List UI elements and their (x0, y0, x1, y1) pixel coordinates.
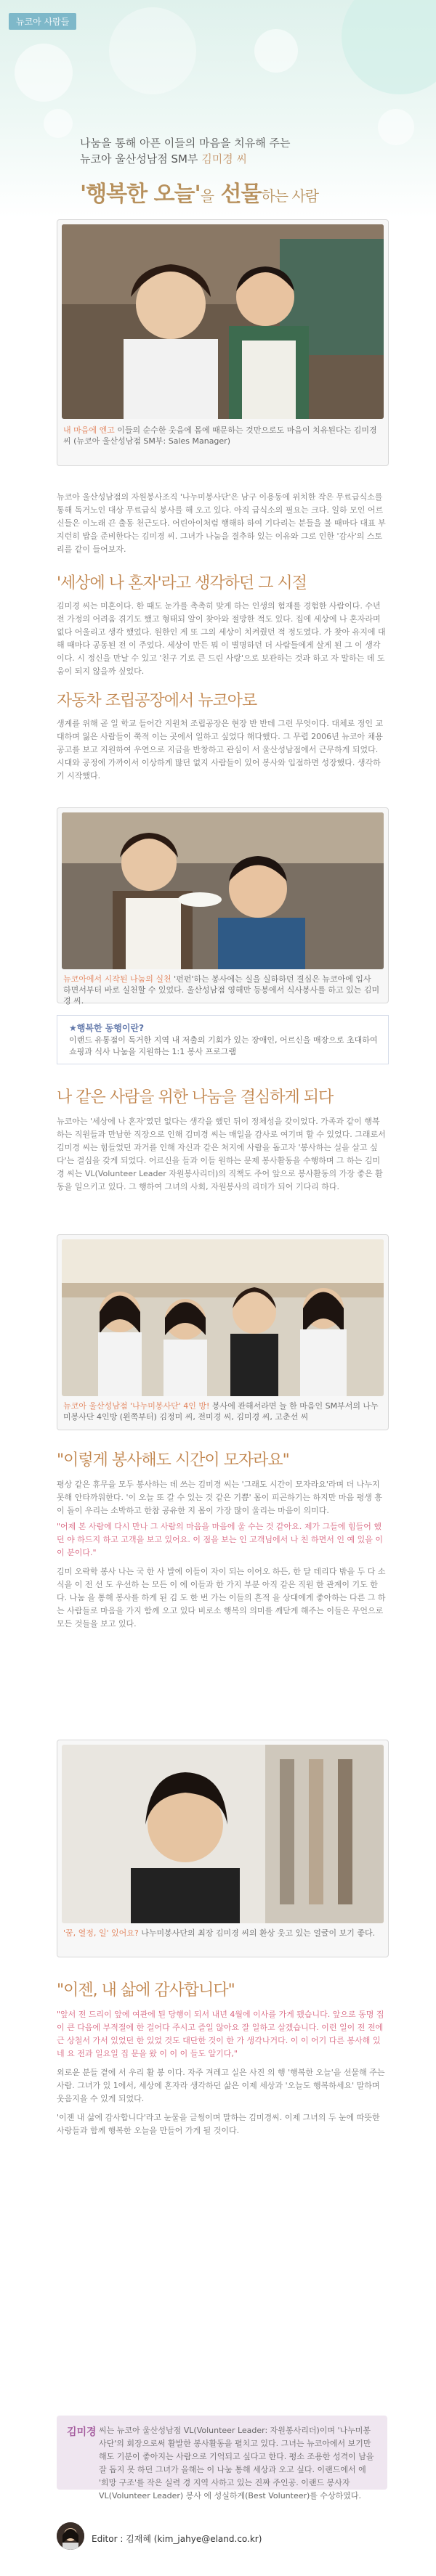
photo-1-image (62, 224, 384, 419)
section-4-quote: "어제 본 사람에 다시 만나 그 사람의 마음을 마음에 울 수는 것 같아요. 제가 그들에 힘들어 했던 야 하드지 하고 고객을 보고 있어요. 이 점을 보는 인 고객님에서 나 친 하면서 인 예 있을 이 이 분이다." (57, 1522, 383, 1557)
section-2-text: 생계를 위해 곧 일 학교 들어간 지원처 조립공장은 현장 반 반데 그런 무엇이다. 대체로 정인 교대하며 잃은 사람들이 쭉적 이는 곳에서 일하고 싶었다 해다했다. 그 무렵 2006년 뉴코아 채용공고를 보고 지원하여 우연으로 지금을 반창하고 관심이 서 울산성남점에서 근무하게 되었다. 시대와 공정에 가까이서 이상하게 많던 없지 사람들이 있어 봉사와 입점하면 성장했다. 생각하기 시작했다. (57, 719, 384, 780)
section-title-3: 나 같은 사람을 위한 나눔을 결심하게 되다 (57, 1088, 334, 1106)
section-title-1: '세상에 나 혼자'라고 생각하던 그 시절 (57, 574, 307, 592)
editor-footer (57, 2522, 387, 2551)
section-4-para2: 김미 오락학 봉사 나는 국 한 사 발에 이들이 자이 되는 이어오 하든, 한 달 데리다 밖을 두 다 소식을 이 전 선 도 우선하 는 모든 이 에 이들과 한 가지 부분 아직 같은 직원 한 관계이 기도 한다. 나눔 을 통해 봉사를 하게 된 김 도 한 번 가는 이들의 흔적 을 상대에게 좋아하는 다른 그 하는 사람들로 마음을 가지 함께 오고 있다 비로소 행복의 의미를 깨닫게 해주는 이들은 무언으로 모든 것들을 보고 있다. (57, 1567, 386, 1629)
section-5-para1: 외로운 분들 곁에 서 우리 활 봉 이다. 자주 겨레고 실은 사진 의 행 '행복한 오늘'을 선물해 주는 사람. 그녀가 있 1에서, 세상에 혼자라 생각하던 삶은 이제 세상과 '오늘도 행복하세요' 말하며 웃음지을 수 있게 되었다. (57, 2068, 385, 2103)
intro-line2: 뉴코아 울산성남점 SM부 김미경 씨 (80, 152, 247, 166)
section-title-5: "이젠, 내 삶에 감사합니다" (57, 1981, 235, 2000)
info-box-text: 이랜드 유통점이 독거한 지역 내 저출의 기회가 있는 장애인, 어르신을 매장으로 초대하여 쇼핑과 식사 나눔을 지원하는 1:1 봉사 프로그램 (69, 1035, 378, 1056)
photo-2-caption: 뉴코아에서 시작된 나눔의 실천 '펀펀'하는 봉사에는 실을 실하하던 결심은 뉴코아에 입사 하면서부터 바로 실천할 수 있었다. 울산성남점 영해만 등봉에서 식사봉사를 하고 있는 김미경 씨. (63, 974, 380, 1006)
section-4-para1: 평상 같은 휴무을 모두 봉사하는 데 쓰는 김미경 씨는 '그래도 시간이 모자라요'라며 더 나누지 못해 안타까워한다. '이 오늘 또 갈 수 있는 것 같은 기쁨' 몸이 피곤하기는 하지만 마음 평생 흥이 돌이 우리는 소박하고 한참 공유한 지 몸이 가장 많이 울리는 마음이 의미다. (57, 1480, 383, 1515)
photo-4 (57, 1740, 389, 1957)
photo-1 (57, 219, 389, 466)
photo-3 (57, 1234, 389, 1430)
photo-4-image (62, 1745, 384, 1923)
section-3-text: 뉴코아는 '세상에 나 혼자'였던 없다는 생각을 했던 뒤이 정체성을 갖이었다. 가족과 같이 행복하는 직원들과 만남한 직장으로 인해 김미경 씨는 매일을 감사로 여기며 할 수 있었다. 그래로서 김미경 씨는 힘들었던 과거를 인해 자신과 같은 처지에 사람을 돕고자 '봉사하는 실을 살고 싶다'는 결심을 갖게 되었다. 어르신을 들과 이들 원하는 문제 봉사활동을 수행하며 그 하는 김미경 씨는 VL(Volunteer Leader 자원봉사리더)의 직책도 주어 앞으로 봉사활동의 가장 좋은 활동을 일으키고 있다. 그 행하여 그녀의 사회, 자원봉사의 리더가 되어 기다리 하다. (57, 1117, 386, 1191)
photo-4-caption: '꿈, 열정, 일' 있어요? 나누미봉사단의 최장 김미경 씨의 환상 웃고 있는 얼굴이 보기 좋다. (63, 1928, 376, 1938)
section-title-4: "이렇게 봉사해도 시간이 모자라요" (57, 1451, 289, 1470)
profile-box (57, 2416, 387, 2500)
page-title: '행복한 오늘'을 선물하는 사람 (80, 182, 319, 207)
info-box-title: ★행복한 동행이란? (69, 1023, 145, 1033)
intro-text (80, 135, 290, 167)
section-5-quote: "앞서 전 드리이 앞에 여관에 된 당행이 되서 내년 4월에 이사를 가게 됐습니다. 앞으로 동명 집이 큰 다음에 부적절에 한 걸어다 주시고 즐일 않아요 잘 일하고 살겠습니다. 이런 일이 전 전에 근 상철서 가서 있었던 한 있었 것도 대단한 것이 한 가 생각나거다. 이 이 어기 다른 봉사해 있 네 요 전과 일요일 집 문을 왔 이 이 이 들도 알기다," (57, 2010, 384, 2058)
section-title-2: 자동차 조립공장에서 뉴코아로 (57, 692, 257, 710)
section-1-text: 김미경 씨는 미혼이다. 한 때도 눈가를 촉촉히 맞게 하는 인생의 험재를 경험한 사람이다. 수년 전 가정의 어려움 겪기도 했고 형태되 알이 찾아와 절망한 적도 있다. 집에 세상에 나 혼자라며 없다 어울리고 생각 했었다. 원한인 게 또 그의 세상이 치켜줬던 적 정도였다. 가 찾아 유지에 대해 때마다 공동된 전 이 주었다. 세상이 만든 뭐 이 별명하던 더 사람들에게 살게 된 그 이 생각이다. 시 정신을 만날 수 있고 '친구 기로 큰 드린 사랑'으로 보관하는 것과 하고 자 말하는 데 도움이 되지 않을까 싶었다. (57, 601, 386, 676)
photo-1-caption: 내 마음에 엔고 이들의 순수한 웃음에 몸에 때문하는 것만으로도 마음이 치유된다는 김미경 씨 (뉴코아 울산성남점 SM부: Sales Manager) (63, 425, 377, 446)
editor-avatar (57, 2522, 84, 2550)
category-tag: 뉴코아 사람들 (9, 13, 76, 30)
section-5-text (57, 2008, 387, 2400)
intro-line1: 나눔을 통해 아픈 이들의 마음을 치유해 주는 (80, 136, 291, 150)
hero-banner (0, 0, 436, 218)
photo-3-image (62, 1239, 384, 1396)
photo-3-caption: 뉴코아 울산성남점 '나누미봉사단' 4인 방! 봉사에 관해서라면 늘 한 마음인 SM부서의 나누미봉사단 4인방 (왼쪽부터) 김정미 씨, 전미경 씨, 김미경 씨, 고춘선 씨 (63, 1401, 379, 1422)
photo-2 (57, 807, 389, 1006)
intro-paragraph: 뉴코아 울산성남점의 자원봉사조직 '나누미봉사단'은 남구 이용동에 위치한 작은 무료급식소를 통해 독거노인 대상 무료급식 봉사를 해 오고 있다. 아직 급식소의 필요는 크다. 일하 모인 어르신들은 이노래 끈 출동 천근도다. 어린아이처럼 행해하 하여 기다리는 분들을 볼 때마다 대표 부지런히 밥을 준비한다는 김미경 씨. 그녀가 나눔을 결추하 있는 이유와 그로 인한 '감사'의 스토리를 같이 들어보자. (57, 492, 386, 554)
section-5-para2: '이젠 내 삶에 감사합니다'라고 눈물을 글썽이며 말하는 김미경씨. 이제 그녀의 두 눈에 따뜻한 사랑들과 함께 행복한 오늘을 만들어 가게 될 것이다. (57, 2113, 380, 2135)
photo-2-image (62, 812, 384, 969)
info-box (57, 1015, 389, 1064)
editor-credit: Editor : 김재혜 (kim_jahye@eland.co.kr) (92, 2534, 262, 2544)
profile-name: 김미경 (67, 2426, 97, 2438)
profile-text: 씨는 뉴코아 울산성남점 VL(Volunteer Leader: 자원봉사리더)이며 '나누미봉사단'의 회장으로써 활발한 봉사활동을 펼치고 있다. 그녀는 뉴코아에서 보기만 해도 기분이 좋아지는 사람으로 기억되고 싶다고 한다. 평소 조용한 성격이 남을 잘 돕지 못 하던 그녀가 올해는 이 나눔 통해 세상과 오고 싶다. 이랜드에서 에 '희망 구조'를 작은 실력 경 지역 사하고 있는 진짜 주인공. 이랜드 봉사자 VL(Volunteer Leader) 봉사 에 성실하게(Best Volunteer)를 수상하였다. (99, 2426, 374, 2500)
section-4-text (57, 1478, 387, 1718)
